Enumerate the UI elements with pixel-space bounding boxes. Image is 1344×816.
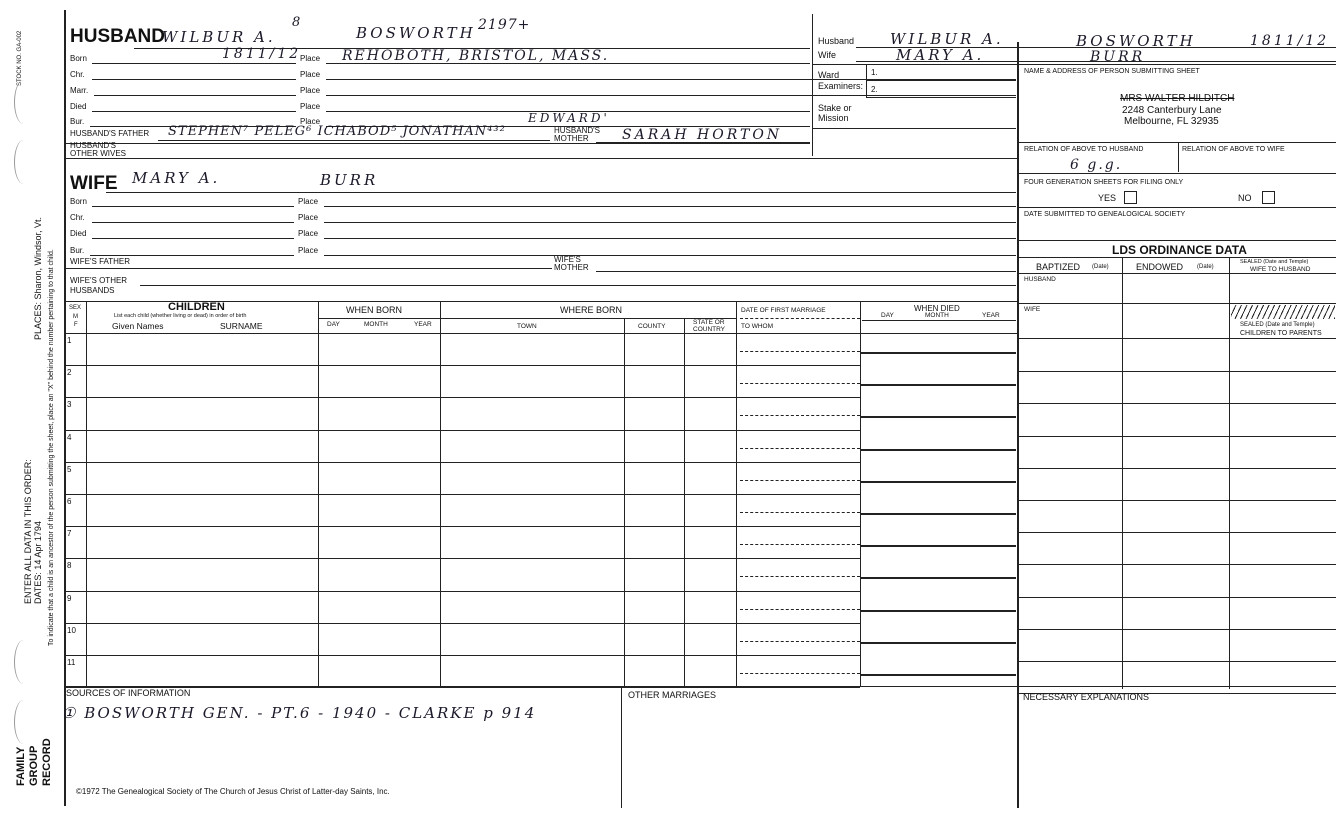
child-marriage-dash — [740, 544, 860, 545]
child-died-line — [860, 610, 1016, 612]
lds-child-row-line — [1019, 597, 1336, 598]
husband-born-place-label: Place — [300, 54, 321, 63]
surname-header: SURNAME — [220, 321, 263, 331]
husband-bur-label: Bur. — [70, 117, 85, 126]
children-instruction: List each child (whether living or dead) in order of birth — [114, 313, 247, 319]
husband-marr-place-label: Place — [300, 86, 321, 95]
submitter-street: 2248 Canterbury Lane — [1122, 105, 1222, 116]
wife-chr-place-line — [324, 222, 1016, 223]
wife-bur-line — [90, 255, 294, 256]
wife-died-label: Died — [70, 229, 87, 238]
lds-title-line — [1019, 257, 1336, 258]
born-year-header: YEAR — [414, 321, 432, 328]
child-name-cell[interactable] — [87, 398, 317, 428]
when-died-underline — [862, 320, 1016, 321]
lds-baptized-label: BAPTIZED — [1036, 262, 1081, 272]
copyright: ©1972 The Genealogical Society of The Church of Jesus Christ of Latter-day Saints, Inc. — [76, 787, 390, 796]
child-died-line — [860, 352, 1016, 354]
child-row-number: 6 — [67, 497, 72, 506]
wife-mother-label-2: MOTHER — [554, 263, 589, 272]
child-died-line — [860, 481, 1016, 483]
punch-mark — [14, 700, 33, 744]
to-whom-header: TO WHOM — [741, 323, 774, 330]
yes-checkbox[interactable] — [1124, 191, 1137, 204]
date-submitted-label: DATE SUBMITTED TO GENEALOGICAL SOCIETY — [1024, 211, 1186, 218]
died-month-header: MONTH — [925, 312, 949, 319]
rh-examiner-2: 2. — [871, 85, 878, 94]
husband-father-line — [158, 140, 550, 141]
child-died-line — [860, 416, 1016, 418]
child-name-cell[interactable] — [87, 624, 317, 654]
punch-mark — [14, 640, 33, 684]
lds-husband-row-line — [1019, 303, 1336, 304]
wife-mother-line — [596, 271, 1016, 272]
lds-child-row-line — [1019, 661, 1336, 662]
children-title: CHILDREN — [168, 301, 225, 313]
child-name-cell[interactable] — [87, 431, 317, 461]
child-name-cell[interactable] — [87, 527, 317, 557]
child-died-line — [860, 449, 1016, 451]
child-row-number: 7 — [67, 529, 72, 539]
husband-died-label: Died — [70, 102, 87, 111]
dates-note: DATES: 14 Apr 1794 — [33, 521, 43, 604]
child-marriage-dash — [740, 673, 860, 674]
footer-divider — [621, 686, 622, 808]
wife-born-place-line — [324, 206, 1016, 207]
relation-husband-value[interactable]: 6 g.g. — [1070, 157, 1123, 173]
wife-bur-label: Bur. — [70, 246, 85, 255]
died-year-header: YEAR — [982, 312, 1000, 319]
lds-wife-row: WIFE — [1024, 306, 1041, 313]
relation-husband-label: RELATION OF ABOVE TO HUSBAND — [1024, 146, 1144, 153]
lds-child-row-line — [1019, 371, 1336, 372]
lds-endowed-label: ENDOWED — [1136, 262, 1183, 272]
wife-given-name[interactable]: MARY A. — [132, 169, 221, 187]
submitter-label: NAME & ADDRESS OF PERSON SUBMITTING SHEET — [1024, 68, 1200, 75]
child-row-number: 2 — [67, 368, 72, 378]
rh-husband-value[interactable]: WILBUR A. — [890, 30, 1004, 48]
col-town — [624, 318, 625, 686]
punch-mark — [14, 80, 33, 124]
form-title-group: GROUP — [28, 745, 40, 786]
child-name-cell[interactable] — [87, 559, 317, 589]
husband-other-wives-label-2: OTHER WIVES — [70, 149, 127, 158]
submitter-city: Melbourne, FL 32935 — [1124, 116, 1219, 127]
wife-mother-label-1: WIFE'S — [554, 255, 581, 264]
first-marriage-header: DATE OF FIRST MARRIAGE — [741, 307, 826, 314]
child-row-number: 1 — [67, 336, 72, 345]
child-name-cell[interactable] — [87, 463, 317, 493]
relation-wife-label: RELATION OF ABOVE TO WIFE — [1182, 146, 1285, 153]
wife-born-label: Born — [70, 197, 87, 206]
wife-heading: WIFE — [70, 173, 118, 194]
child-name-cell[interactable] — [87, 366, 317, 396]
form-title-record: RECORD — [41, 738, 53, 786]
child-died-line — [860, 674, 1016, 676]
child-name-cell[interactable] — [87, 495, 317, 525]
child-marriage-dash — [740, 512, 860, 513]
rh-ward-label: Ward — [818, 70, 840, 80]
rh-examiner-1: 1. — [871, 68, 878, 77]
child-row-number: 10 — [67, 625, 76, 635]
lds-baptized-date: (Date) — [1092, 264, 1109, 270]
wife-other-husbands-label-1: WIFE'S OTHER — [70, 276, 128, 285]
relation-divider — [1178, 142, 1179, 172]
sex-f-label: F — [74, 322, 78, 328]
husband-father-label: HUSBAND'S FATHER — [70, 129, 150, 138]
wife-chr-label: Chr. — [70, 213, 85, 222]
husband-marr-place-line — [326, 95, 1016, 96]
died-day-header: DAY — [881, 312, 894, 319]
sex-label: SEX — [69, 305, 82, 311]
child-marriage-dash — [740, 576, 860, 577]
husband-mother-value[interactable]: SARAH HORTON — [622, 127, 783, 143]
husband-born-place[interactable]: REHOBOTH, BRISTOL, MASS. — [342, 48, 610, 64]
lds-hatched-cell — [1231, 305, 1335, 319]
state-header-1: STATE OR — [693, 319, 725, 326]
husband-surname[interactable]: BOSWORTH — [356, 24, 476, 42]
state-header-2: COUNTRY — [693, 326, 726, 333]
lds-child-row-line — [1019, 532, 1336, 533]
lds-child-row-line — [1019, 468, 1336, 469]
husband-born-line — [92, 63, 296, 64]
sex-m-label: M — [73, 314, 78, 320]
rh-stake-label-2: Mission — [818, 113, 849, 123]
col-marriage — [860, 302, 861, 686]
submitter-name: MRS WALTER HILDITCH — [1120, 93, 1235, 104]
necessary-explanations-label: NECESSARY EXPLANATIONS — [1023, 692, 1150, 702]
wife-chr-place-label: Place — [298, 213, 319, 222]
child-marriage-dash — [740, 480, 860, 481]
rh-examiner-1-line — [866, 80, 1016, 81]
when-born-underline — [318, 318, 440, 319]
rh-stake-line — [812, 128, 1016, 129]
first-marriage-dash — [740, 318, 860, 319]
header-divider — [812, 14, 813, 156]
child-marriage-dash — [740, 351, 860, 352]
born-month-header: MONTH — [364, 321, 388, 328]
footer-top-line — [66, 686, 1336, 687]
child-died-line — [860, 577, 1016, 579]
child-name-cell[interactable] — [87, 592, 317, 622]
where-born-underline — [440, 318, 736, 319]
child-marriage-dash — [740, 448, 860, 449]
rh-stake-label-1: Stake or — [818, 103, 852, 113]
child-row-number: 11 — [67, 658, 76, 667]
relation-bottom-line — [1019, 173, 1336, 174]
rh-wife-value[interactable]: MARY A. — [896, 46, 985, 64]
lds-sealed-wife-2: WIFE TO HUSBAND — [1250, 266, 1311, 273]
places-note: PLACES: Sharon, Windsor, Vt. — [33, 216, 43, 340]
husband-heading: HUSBAND — [70, 26, 165, 47]
husband-mother-label-1: HUSBAND'S — [554, 126, 600, 135]
husband-chr-line — [92, 79, 296, 80]
rh-wife-label: Wife — [818, 50, 836, 60]
lds-col-divider-2 — [1229, 257, 1230, 689]
rh-wife-surname[interactable]: BURR — [1090, 49, 1146, 65]
punch-mark — [14, 140, 33, 184]
county-header: COUNTY — [638, 323, 666, 330]
wife-father-label: WIFE'S FATHER — [70, 257, 131, 266]
child-row-number: 9 — [67, 593, 72, 603]
husband-chr-place-label: Place — [300, 70, 321, 79]
husband-chr-label: Chr. — [70, 70, 85, 79]
wife-surname[interactable]: BURR — [320, 171, 379, 189]
when-died-header: WHEN DIED — [914, 304, 960, 313]
wife-born-line — [92, 206, 294, 207]
husband-given-name[interactable]: WILBUR A. — [162, 28, 276, 46]
husband-marr-label: Marr. — [70, 86, 89, 95]
husband-marr-line — [94, 95, 296, 96]
where-born-header: WHERE BORN — [560, 305, 623, 315]
husband-section-bottom — [66, 158, 1018, 159]
child-name-cell[interactable] — [87, 334, 317, 364]
child-row-number: 3 — [67, 400, 72, 410]
husband-name-superscript: 8 — [292, 15, 304, 30]
lds-header-line — [1019, 273, 1336, 274]
lds-child-row-line — [1019, 629, 1336, 630]
child-name-cell[interactable] — [87, 656, 317, 686]
lds-sealed-children-2: CHILDREN TO PARENTS — [1240, 330, 1322, 337]
husband-father-value[interactable]: STEPHEN⁷ PELEG⁶ ICHABOD⁵ JONATHAN⁴³² — [168, 124, 506, 139]
husband-ref-number: 2197+ — [478, 17, 531, 33]
lds-wife-row-line — [1019, 338, 1336, 339]
given-names-header: Given Names — [112, 321, 164, 331]
child-marriage-dash — [740, 609, 860, 610]
wife-other-husbands-label-2: HUSBANDS — [70, 286, 115, 295]
rh-husband-surname[interactable]: BOSWORTH — [1076, 32, 1196, 50]
wife-died-place-line — [324, 238, 1016, 239]
child-marriage-dash — [740, 415, 860, 416]
wife-father-line — [66, 268, 552, 269]
wife-born-place-label: Place — [298, 197, 319, 206]
husband-bur-place-label: Place — [300, 117, 321, 126]
husband-born-date[interactable]: 1811/12 — [222, 46, 302, 62]
stock-number: STOCK NO. GA-002 — [17, 30, 23, 86]
child-row-number: 4 — [67, 432, 72, 442]
child-died-line — [860, 642, 1016, 644]
rh-husband-label: Husband — [818, 36, 855, 46]
husband-died-line — [92, 111, 296, 112]
lds-title: LDS ORDINANCE DATA — [1112, 243, 1247, 257]
wife-died-place-label: Place — [298, 229, 319, 238]
child-died-line — [860, 384, 1016, 386]
rh-examiners-divider — [866, 64, 867, 98]
lds-col-divider-1 — [1122, 257, 1123, 689]
child-marriage-dash — [740, 383, 860, 384]
four-gen-bottom-line — [1019, 207, 1336, 208]
child-died-line — [860, 513, 1016, 515]
lds-child-row-line — [1019, 436, 1336, 437]
col-county — [684, 318, 685, 686]
husband-father-row-bottom — [66, 143, 810, 144]
other-marriages-label: OTHER MARRIAGES — [628, 690, 717, 700]
rh-husband-date[interactable]: 1811/12 — [1250, 33, 1330, 49]
rh-examiner-2-line — [866, 97, 1016, 98]
husband-died-place-label: Place — [300, 102, 321, 111]
wife-bur-place-line — [324, 255, 1016, 256]
ancestor-instruction: To indicate that a child is an ancestor of the person submitting the sheet, place an "X" behind the number pertaining to that child. — [48, 249, 55, 646]
lds-endowed-date: (Date) — [1197, 264, 1214, 270]
husband-father-edward-note: EDWARD' — [528, 111, 610, 125]
lds-child-row-line — [1019, 500, 1336, 501]
when-born-header: WHEN BORN — [346, 305, 402, 315]
child-row-number: 5 — [67, 464, 72, 474]
date-submitted-bottom-line — [1019, 240, 1336, 241]
rh-header-bottom — [812, 64, 1336, 65]
husband-other-wives-label-1: HUSBAND'S — [70, 141, 116, 150]
town-header: TOWN — [517, 323, 537, 330]
yes-label: YES — [1098, 193, 1117, 203]
form-title-family: FAMILY — [15, 746, 27, 786]
four-gen-label: FOUR GENERATION SHEETS FOR FILING ONLY — [1024, 179, 1184, 186]
wife-other-husbands-line — [140, 285, 1016, 286]
husband-mother-label-2: MOTHER — [554, 134, 589, 143]
lds-child-row-line — [1019, 403, 1336, 404]
no-checkbox[interactable] — [1262, 191, 1275, 204]
sources-value[interactable]: ① BOSWORTH GEN. - PT.6 - 1940 - CLARKE p 914 — [62, 704, 537, 722]
lds-sealed-wife-1: SEALED (Date and Temple) — [1240, 259, 1309, 265]
no-label: NO — [1238, 193, 1252, 203]
lds-child-row-line — [1019, 564, 1336, 565]
child-marriage-dash — [740, 641, 860, 642]
child-died-line — [860, 545, 1016, 547]
born-day-header: DAY — [327, 321, 340, 328]
lds-husband-row: HUSBAND — [1024, 276, 1056, 283]
wife-died-line — [92, 238, 294, 239]
enter-all-note: ENTER ALL DATA IN THIS ORDER: — [23, 459, 33, 604]
child-row-number: 8 — [67, 561, 72, 571]
wife-name-line — [106, 192, 1016, 193]
lds-sealed-children-1: SEALED (Date and Temple) — [1240, 322, 1315, 328]
husband-born-label: Born — [70, 54, 87, 63]
wife-bur-place-label: Place — [298, 246, 319, 255]
rh-examiners-label: Examiners: — [818, 81, 864, 91]
wife-chr-line — [92, 222, 294, 223]
sources-label: SOURCES OF INFORMATION — [66, 688, 191, 698]
